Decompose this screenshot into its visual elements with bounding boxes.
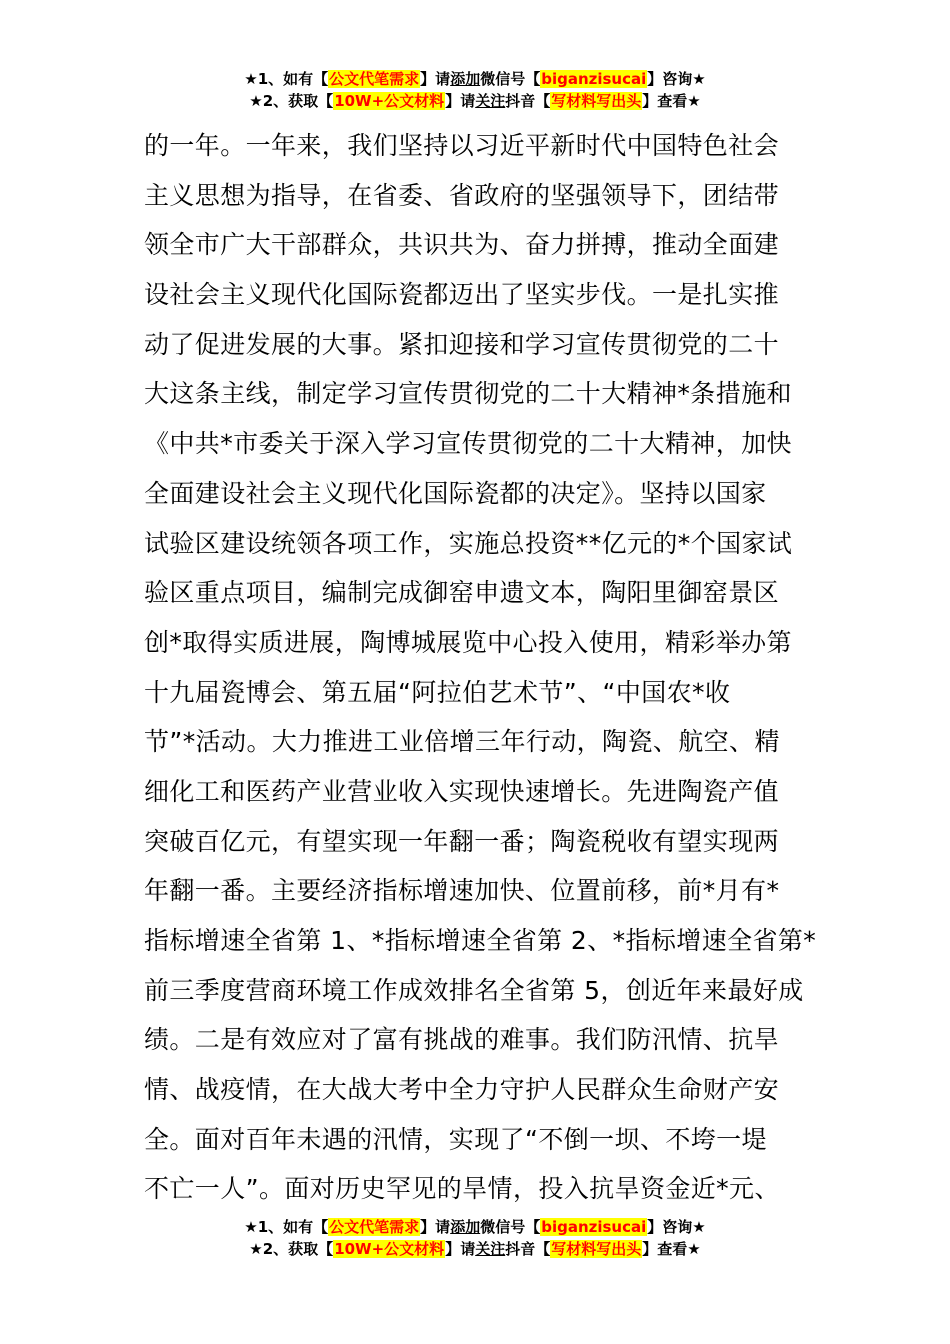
promo-text: 】咨询★ [647,70,706,88]
body-line: 十九届瓷博会、第五届“阿拉伯艺术节”、“中国农*收 [144,677,731,707]
promo-emphasis: 添加 [450,1218,481,1236]
promo-text: 】请 [445,92,476,110]
body-line: 的一年。一年来，我们坚持以习近平新时代中国特色社会 [144,131,780,160]
promo-highlight: 公文代笔需求 [329,1218,420,1236]
promo-text: ★2、获取【 [249,1240,334,1258]
body-line: 不亡一人”。面对历史罕见的旱情，投入抗旱资金近*元、 [144,1174,780,1204]
promo-highlight: 写材料写出头 [551,92,642,110]
promo-emphasis: 关注 [475,1240,506,1258]
promo-text: 微信号【 [480,1218,541,1236]
body-line: 创*取得实质进展，陶博城展览中心投入使用，精彩举办第 [144,627,792,657]
body-line: 全。面对百年未遇的汛情，实现了“不倒一坝、不垮一堤 [144,1124,767,1154]
promo-highlight: biganzisucai [541,1218,647,1236]
promo-highlight: 写材料写出头 [551,1240,642,1258]
promo-highlight: 10W+公文材料 [334,1240,445,1258]
body-line: 细化工和医药产业营业收入实现快速增长。先进陶瓷产值 [144,776,780,806]
promo-text: 】请 [445,1240,476,1258]
promo-text: ★1、如有【 [244,70,329,88]
body-line: 试验区建设统领各项工作，实施总投资**亿元的*个国家试 [144,528,793,558]
promo-line-2 [0,90,950,112]
body-line: 设社会主义现代化国际瓷都迈出了坚实步伐。一是扎实推 [144,280,780,310]
body-line: 情、战疫情，在大战大考中全力守护人民群众生命财产安 [144,1075,780,1105]
promo-highlight: 公文代笔需求 [329,70,420,88]
promo-emphasis: 添加 [450,70,481,88]
body-line: 验区重点项目，编制完成御窑申遗文本，陶阳里御窑景区 [144,578,780,608]
promo-text: 】请 [420,70,451,88]
promo-text: 】咨询★ [647,1218,706,1236]
body-line: 突破百亿元，有望实现一年翻一番；陶瓷税收有望实现两 [144,826,780,856]
body-line: 主义思想为指导，在省委、省政府的坚强领导下，团结带 [144,180,780,210]
promo-text: 】请 [420,1218,451,1236]
promo-text: 抖音【 [505,1240,551,1258]
body-line: 大这条主线，制定学习宣传贯彻党的二十大精神*条措施和 [144,379,792,409]
body-line: 动了促进发展的大事。紧扣迎接和学习宣传贯彻党的二十 [144,329,780,359]
body-line: 绩。二是有效应对了富有挑战的难事。我们防汛情、抗旱 [144,1025,780,1055]
promo-text: 】查看★ [642,1240,701,1258]
promo-text: 】查看★ [642,92,701,110]
body-line: 《中共*市委关于深入学习宣传贯彻党的二十大精神，加快 [144,429,792,459]
body-line: 年翻一番。主要经济指标增速加快、位置前移，前*月有* [144,876,780,906]
body-line: 指标增速全省第 1、*指标增速全省第 2、*指标增速全省第* [144,926,817,955]
body-line: 领全市广大干部群众，共识共为、奋力拼搏，推动全面建 [144,230,780,260]
promo-highlight: 10W+公文材料 [334,92,445,110]
promo-emphasis: 关注 [475,92,506,110]
promo-text: ★2、获取【 [249,92,334,110]
promo-text: ★1、如有【 [244,1218,329,1236]
body-line: 全面建设社会主义现代化国际瓷都的决定》。坚持以国家 [144,478,767,508]
promo-line-2 [0,1238,950,1260]
promo-line-1 [0,68,950,90]
promo-highlight: biganzisucai [541,70,647,88]
promo-line-1 [0,1216,950,1238]
body-line: 前三季度营商环境工作成效排名全省第 5，创近年来最好成 [144,975,804,1005]
body-line: 节”*活动。大力推进工业倍增三年行动，陶瓷、航空、精 [144,727,780,757]
promo-text: 抖音【 [505,92,551,110]
promo-text: 微信号【 [480,70,541,88]
document-body [144,121,817,1214]
promo-header [0,68,950,112]
promo-footer [0,1216,950,1260]
